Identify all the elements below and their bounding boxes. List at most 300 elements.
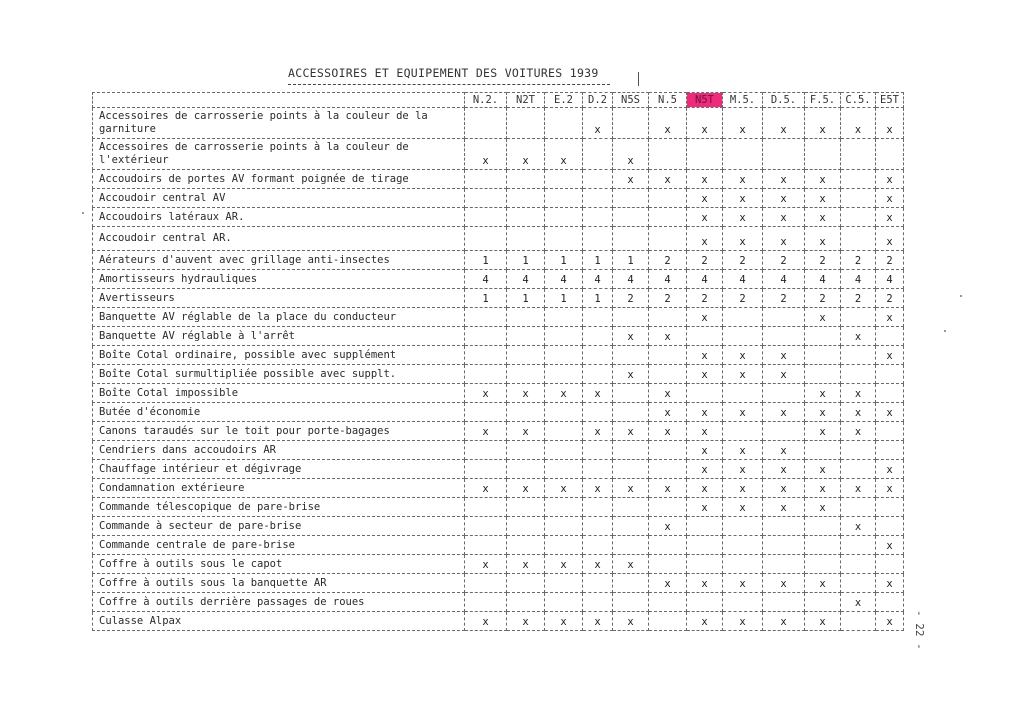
table-cell: 1 <box>507 251 545 270</box>
table-cell: x <box>687 441 723 460</box>
table-row <box>93 251 904 270</box>
row-label: Accoudoirs de portes AV formant poignée de tirage <box>93 170 465 189</box>
table-cell: 2 <box>649 251 687 270</box>
table-cell: x <box>763 403 805 422</box>
table-cell: x <box>507 422 545 441</box>
table-cell: x <box>583 612 613 631</box>
table-cell: x <box>613 479 649 498</box>
table-cell <box>649 555 687 574</box>
table-cell: x <box>723 189 763 208</box>
row-label: Accoudoir central AR. <box>93 227 465 251</box>
table-cell <box>583 327 613 346</box>
row-label: Boîte Cotal surmultipliée possible avec supplt. <box>93 365 465 384</box>
table-cell <box>583 189 613 208</box>
table-row <box>93 227 904 251</box>
table-cell <box>545 593 583 612</box>
table-cell <box>841 555 876 574</box>
table-cell <box>876 593 904 612</box>
table-row <box>93 593 904 612</box>
table-cell: x <box>507 479 545 498</box>
table-cell: x <box>687 365 723 384</box>
table-cell <box>507 517 545 536</box>
table-row <box>93 422 904 441</box>
table-cell: x <box>723 170 763 189</box>
table-cell: 2 <box>876 289 904 308</box>
table-cell: x <box>763 441 805 460</box>
row-label: Avertisseurs <box>93 289 465 308</box>
table-cell <box>763 384 805 403</box>
table-cell: x <box>649 422 687 441</box>
document-title: ACCESSOIRES ET EQUIPEMENT DES VOITURES 1939 <box>288 66 599 80</box>
table-cell <box>545 170 583 189</box>
table-cell <box>545 308 583 327</box>
table-cell: x <box>805 308 841 327</box>
table-cell <box>763 422 805 441</box>
table-cell: x <box>805 208 841 227</box>
table-cell: x <box>649 108 687 139</box>
table-cell: x <box>507 139 545 170</box>
table-cell <box>649 612 687 631</box>
table-cell <box>805 555 841 574</box>
table-cell: x <box>841 403 876 422</box>
table-cell: 1 <box>507 289 545 308</box>
table-cell: 2 <box>763 251 805 270</box>
row-label: Boîte Cotal impossible <box>93 384 465 403</box>
table-cell <box>649 498 687 517</box>
table-cell: x <box>687 189 723 208</box>
page-number: - 22 - <box>913 610 926 650</box>
table-cell <box>687 593 723 612</box>
table-cell: x <box>583 384 613 403</box>
table-cell: x <box>545 479 583 498</box>
table-cell: x <box>763 498 805 517</box>
table-cell <box>805 346 841 365</box>
table-cell: 1 <box>465 251 507 270</box>
table-row <box>93 170 904 189</box>
table-cell: x <box>763 108 805 139</box>
table-cell: x <box>805 108 841 139</box>
table-cell: x <box>687 403 723 422</box>
table-cell: x <box>687 479 723 498</box>
table-cell <box>583 517 613 536</box>
row-label: Aérateurs d'auvent avec grillage anti-insectes <box>93 251 465 270</box>
table-cell: x <box>613 555 649 574</box>
table-cell <box>876 365 904 384</box>
table-cell: x <box>805 384 841 403</box>
table-row <box>93 108 904 139</box>
table-cell <box>649 536 687 555</box>
table-cell: x <box>507 555 545 574</box>
table-cell <box>649 208 687 227</box>
column-header: M.5. <box>723 93 763 108</box>
table-cell <box>583 460 613 479</box>
table-cell: x <box>545 555 583 574</box>
table-cell <box>876 327 904 346</box>
table-cell <box>465 365 507 384</box>
table-cell <box>613 108 649 139</box>
table-cell: x <box>649 327 687 346</box>
table-cell <box>876 139 904 170</box>
table-cell <box>545 189 583 208</box>
table-cell: x <box>465 555 507 574</box>
table-cell: x <box>723 574 763 593</box>
table-cell: 1 <box>583 289 613 308</box>
table-cell <box>507 308 545 327</box>
table-cell <box>841 208 876 227</box>
table-cell: x <box>687 422 723 441</box>
table-cell <box>545 227 583 251</box>
table-cell <box>687 555 723 574</box>
table-cell <box>507 403 545 422</box>
table-cell <box>545 517 583 536</box>
table-cell <box>465 308 507 327</box>
table-cell: x <box>763 208 805 227</box>
table-cell <box>545 403 583 422</box>
table-row <box>93 517 904 536</box>
column-header: E5T <box>876 93 904 108</box>
table-row <box>93 346 904 365</box>
table-cell: 2 <box>763 289 805 308</box>
table-cell: x <box>763 170 805 189</box>
row-label: Cendriers dans accoudoirs AR <box>93 441 465 460</box>
table-cell: x <box>545 139 583 170</box>
table-cell <box>876 441 904 460</box>
table-cell <box>763 139 805 170</box>
table-cell: x <box>723 479 763 498</box>
table-cell <box>613 189 649 208</box>
table-cell: x <box>841 327 876 346</box>
header-corner <box>93 93 465 108</box>
table-cell: x <box>465 139 507 170</box>
table-cell: x <box>841 517 876 536</box>
table-cell: x <box>583 479 613 498</box>
table-cell <box>545 460 583 479</box>
table-cell: x <box>763 189 805 208</box>
table-cell: x <box>723 460 763 479</box>
table-cell: 2 <box>613 289 649 308</box>
table-cell <box>613 593 649 612</box>
table-cell <box>545 574 583 593</box>
table-cell: 1 <box>613 251 649 270</box>
table-cell <box>723 327 763 346</box>
table-cell: 4 <box>613 270 649 289</box>
table-cell: x <box>876 612 904 631</box>
table-cell: x <box>583 422 613 441</box>
column-header: C.5. <box>841 93 876 108</box>
equipment-table <box>92 92 904 631</box>
table-cell <box>841 308 876 327</box>
table-cell <box>507 208 545 227</box>
table-cell: x <box>723 208 763 227</box>
table-cell: 1 <box>545 251 583 270</box>
table-row <box>93 289 904 308</box>
row-label: Coffre à outils sous la banquette AR <box>93 574 465 593</box>
table-cell: 2 <box>649 289 687 308</box>
table-cell <box>465 536 507 555</box>
table-cell <box>805 441 841 460</box>
table-cell <box>649 593 687 612</box>
table-cell <box>687 139 723 170</box>
table-cell <box>841 574 876 593</box>
table-cell: 2 <box>687 251 723 270</box>
table-row <box>93 441 904 460</box>
table-cell: x <box>649 384 687 403</box>
table-cell: x <box>583 108 613 139</box>
table-cell: 4 <box>465 270 507 289</box>
title-underline <box>288 84 610 85</box>
table-cell: 2 <box>805 251 841 270</box>
table-cell: x <box>613 365 649 384</box>
table-cell <box>613 227 649 251</box>
table-cell: x <box>805 479 841 498</box>
table-cell: x <box>687 170 723 189</box>
table-cell <box>723 593 763 612</box>
table-cell <box>583 403 613 422</box>
table-cell: x <box>763 479 805 498</box>
table-cell: x <box>613 612 649 631</box>
table-cell: x <box>687 612 723 631</box>
table-cell: x <box>763 346 805 365</box>
table-cell: 2 <box>876 251 904 270</box>
table-row <box>93 555 904 574</box>
table-cell <box>507 189 545 208</box>
table-cell: x <box>805 498 841 517</box>
column-header: N5S <box>613 93 649 108</box>
column-header: F.5. <box>805 93 841 108</box>
row-label: Banquette AV réglable à l'arrêt <box>93 327 465 346</box>
table-cell <box>723 139 763 170</box>
table-cell: x <box>876 108 904 139</box>
table-cell: 4 <box>583 270 613 289</box>
row-label: Commande à secteur de pare-brise <box>93 517 465 536</box>
table-cell: x <box>763 365 805 384</box>
table-cell <box>545 346 583 365</box>
scan-speck <box>944 330 946 332</box>
table-cell <box>763 327 805 346</box>
table-cell: 4 <box>649 270 687 289</box>
table-cell <box>841 536 876 555</box>
table-cell <box>805 139 841 170</box>
table-cell: 2 <box>841 251 876 270</box>
table-cell <box>613 384 649 403</box>
table-cell: x <box>805 460 841 479</box>
table-cell <box>841 498 876 517</box>
row-label: Culasse Alpax <box>93 612 465 631</box>
table-cell <box>507 441 545 460</box>
table-cell: 4 <box>763 270 805 289</box>
table-cell: x <box>763 460 805 479</box>
row-label: Commande télescopique de pare-brise <box>93 498 465 517</box>
row-label: Commande centrale de pare-brise <box>93 536 465 555</box>
table-cell: x <box>876 308 904 327</box>
table-cell <box>763 308 805 327</box>
table-row <box>93 139 904 170</box>
table-cell <box>649 139 687 170</box>
table-cell <box>465 170 507 189</box>
table-row <box>93 612 904 631</box>
table-cell <box>583 208 613 227</box>
table-cell: x <box>876 460 904 479</box>
table-row <box>93 479 904 498</box>
table-cell: 4 <box>507 270 545 289</box>
table-cell: 1 <box>583 251 613 270</box>
table-cell: x <box>613 170 649 189</box>
table-cell <box>583 365 613 384</box>
table-cell <box>465 327 507 346</box>
table-cell: x <box>876 479 904 498</box>
table-cell <box>613 308 649 327</box>
table-cell: x <box>723 498 763 517</box>
table-cell: 2 <box>723 289 763 308</box>
table-cell <box>583 593 613 612</box>
table-cell <box>805 536 841 555</box>
table-cell: x <box>841 108 876 139</box>
table-row <box>93 574 904 593</box>
table-cell <box>841 346 876 365</box>
table-cell <box>763 555 805 574</box>
table-cell: 2 <box>723 251 763 270</box>
table-cell: x <box>465 422 507 441</box>
table-cell <box>507 536 545 555</box>
table-cell <box>507 327 545 346</box>
table-cell <box>583 498 613 517</box>
table-cell: x <box>613 422 649 441</box>
table-cell: x <box>876 227 904 251</box>
table-cell: 2 <box>805 289 841 308</box>
table-cell: x <box>583 555 613 574</box>
column-header: N.2. <box>465 93 507 108</box>
table-cell <box>723 517 763 536</box>
table-cell: x <box>723 108 763 139</box>
table-cell: x <box>876 403 904 422</box>
table-cell: x <box>723 441 763 460</box>
row-label: Accoudoirs latéraux AR. <box>93 208 465 227</box>
table-cell: x <box>805 227 841 251</box>
table-cell: x <box>841 422 876 441</box>
table-row <box>93 460 904 479</box>
row-label: Canons taraudés sur le toit pour porte-bagages <box>93 422 465 441</box>
table-cell: 4 <box>723 270 763 289</box>
table-cell <box>465 208 507 227</box>
table-cell <box>507 593 545 612</box>
table-row <box>93 308 904 327</box>
table-cell <box>545 365 583 384</box>
column-header: N2T <box>507 93 545 108</box>
table-cell <box>465 517 507 536</box>
row-label: Coffre à outils derrière passages de roues <box>93 593 465 612</box>
table-row <box>93 403 904 422</box>
table-cell <box>649 346 687 365</box>
table-cell <box>583 441 613 460</box>
table-cell: 2 <box>841 289 876 308</box>
row-label: Accessoires de carrosserie points à la couleur de l'extérieur <box>93 139 465 170</box>
table-cell <box>465 227 507 251</box>
table-cell <box>465 574 507 593</box>
table-cell <box>545 441 583 460</box>
table-cell: 4 <box>841 270 876 289</box>
table-cell <box>583 227 613 251</box>
table-cell <box>723 308 763 327</box>
table-cell <box>545 498 583 517</box>
table-cell <box>841 441 876 460</box>
table-cell <box>841 612 876 631</box>
table-cell <box>876 422 904 441</box>
table-cell <box>649 365 687 384</box>
table-cell <box>687 517 723 536</box>
table-cell: x <box>649 574 687 593</box>
table-cell <box>613 208 649 227</box>
table-cell <box>583 536 613 555</box>
table-cell <box>613 517 649 536</box>
table-cell <box>687 384 723 403</box>
table-cell <box>723 536 763 555</box>
table-cell <box>805 327 841 346</box>
table-cell: x <box>507 612 545 631</box>
table-cell: x <box>687 498 723 517</box>
table-cell <box>583 308 613 327</box>
table-cell <box>465 108 507 139</box>
table-cell <box>876 555 904 574</box>
table-row <box>93 384 904 403</box>
table-cell: x <box>841 384 876 403</box>
table-row <box>93 208 904 227</box>
table-cell <box>613 441 649 460</box>
table-cell: x <box>805 612 841 631</box>
table-cell <box>507 227 545 251</box>
table-cell: x <box>876 208 904 227</box>
table-cell <box>583 574 613 593</box>
table-cell <box>649 227 687 251</box>
table-cell <box>687 536 723 555</box>
table-cell: x <box>805 422 841 441</box>
table-cell <box>841 460 876 479</box>
table-cell <box>649 308 687 327</box>
table-cell: x <box>723 365 763 384</box>
table-cell: x <box>465 384 507 403</box>
row-label: Condamnation extérieure <box>93 479 465 498</box>
table-cell <box>805 517 841 536</box>
table-cell <box>841 139 876 170</box>
table-cell <box>507 108 545 139</box>
table-cell: 4 <box>545 270 583 289</box>
row-label: Accessoires de carrosserie points à la couleur de la garniture <box>93 108 465 139</box>
table-cell <box>583 170 613 189</box>
column-header: E.2 <box>545 93 583 108</box>
table-cell <box>649 441 687 460</box>
row-label: Amortisseurs hydrauliques <box>93 270 465 289</box>
table-cell <box>763 517 805 536</box>
table-cell: x <box>507 384 545 403</box>
table-cell: x <box>545 384 583 403</box>
table-cell: 4 <box>876 270 904 289</box>
table-cell <box>763 536 805 555</box>
table-cell: 2 <box>687 289 723 308</box>
table-cell <box>507 170 545 189</box>
table-cell <box>465 460 507 479</box>
table-cell: x <box>649 403 687 422</box>
scan-speck <box>960 295 962 297</box>
header-row <box>93 93 904 108</box>
table-cell <box>613 460 649 479</box>
table-cell: 4 <box>805 270 841 289</box>
table-cell <box>545 327 583 346</box>
table-cell <box>876 517 904 536</box>
table-cell: x <box>687 460 723 479</box>
table-cell: x <box>763 612 805 631</box>
column-header: N.5 <box>649 93 687 108</box>
table-cell <box>763 593 805 612</box>
table-cell <box>613 403 649 422</box>
